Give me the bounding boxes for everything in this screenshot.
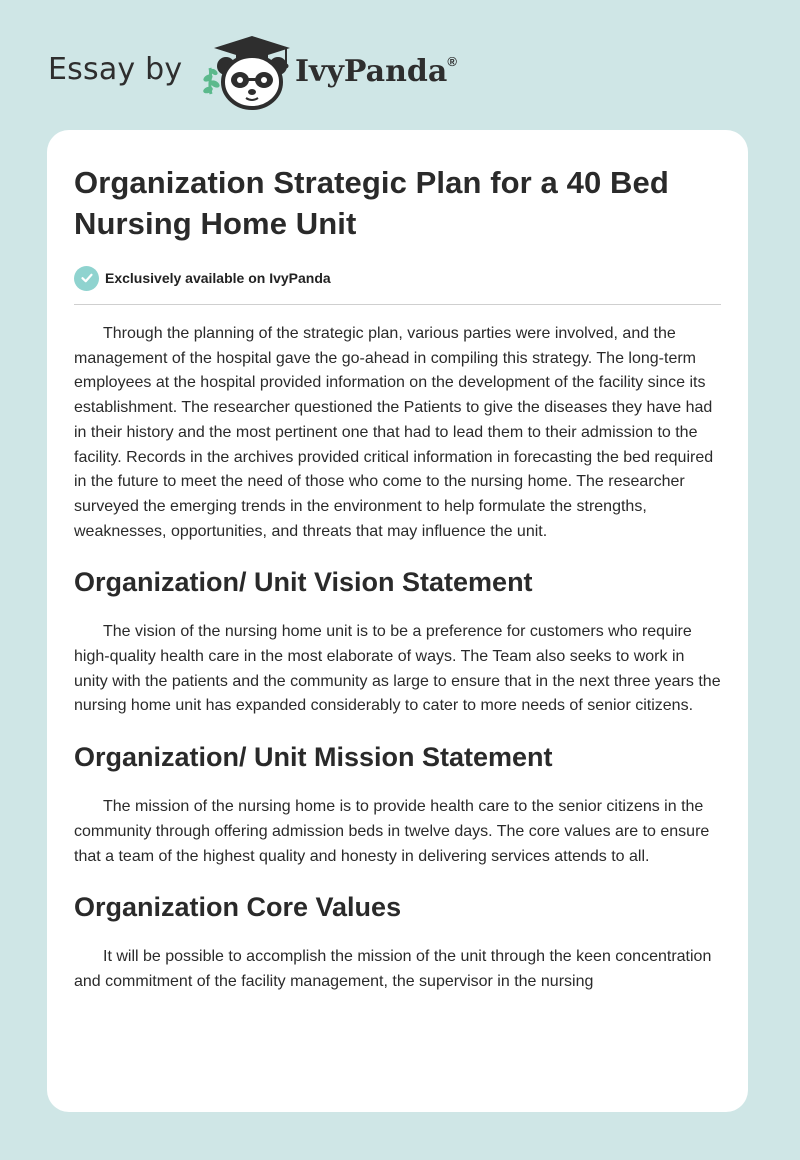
exclusive-badge (74, 265, 721, 291)
essay-title: Organization Strategic Plan for a 40 Bed Nursing Home Unit (74, 165, 669, 241)
panda-graduate-logo[interactable] (202, 34, 294, 110)
panda-logo-icon (202, 34, 294, 110)
divider (74, 304, 721, 305)
section-body-mission: The mission of the nursing home is to provide health care to the senior citizens in the community through offering admission beds in twelve days. The core values are to ensure that a team of the highest quality and honesty in delivering services attends to all. (74, 798, 710, 865)
check-icon (74, 266, 99, 291)
site-header (48, 34, 508, 114)
essay-by-label: Essay by (48, 52, 183, 87)
brand-name[interactable] (295, 54, 457, 89)
section-heading-vision: Organization/ Unit Vision Statement (74, 567, 533, 598)
exclusive-label: Exclusively available on IvyPanda (105, 270, 331, 286)
essay-card (47, 130, 748, 1112)
section-body-core-values: It will be possible to accomplish the mission of the unit through the keen concentration and commitment of the facility management, the supervisor in the nursing (74, 948, 712, 990)
section-body-vision: The vision of the nursing home unit is to be a preference for customers who require high-quality health care in the most elaborate of ways. The Team also seeks to work in unity with the patients and the community as large to ensure that in the next three years the nursing home unit has expanded considerably to cater to more needs of senior citizens. (74, 623, 721, 715)
section-heading-mission: Organization/ Unit Mission Statement (74, 742, 553, 773)
section-heading-core-values: Organization Core Values (74, 892, 402, 923)
registered-mark: ® (447, 54, 457, 69)
intro-paragraph: Through the planning of the strategic plan, various parties were involved, and the management of the hospital gave the go-ahead in compiling this strategy. The long-term employees at the hospital provided information on the development of the facility since its establishment. The researcher questioned the Patients to give the diseases they have had in their history and the most pertinent one that had to lead them to their admission to the facility. Records in the archives provided critical information in forecasting the bed required in the future to meet the need of those who come to the nursing home. The researcher surveyed the emerging trends in the environment to help formulate the strengths, weaknesses, opportunities, and threats that may influence the unit. (74, 325, 714, 540)
brand-text: IvyPanda (295, 54, 448, 89)
